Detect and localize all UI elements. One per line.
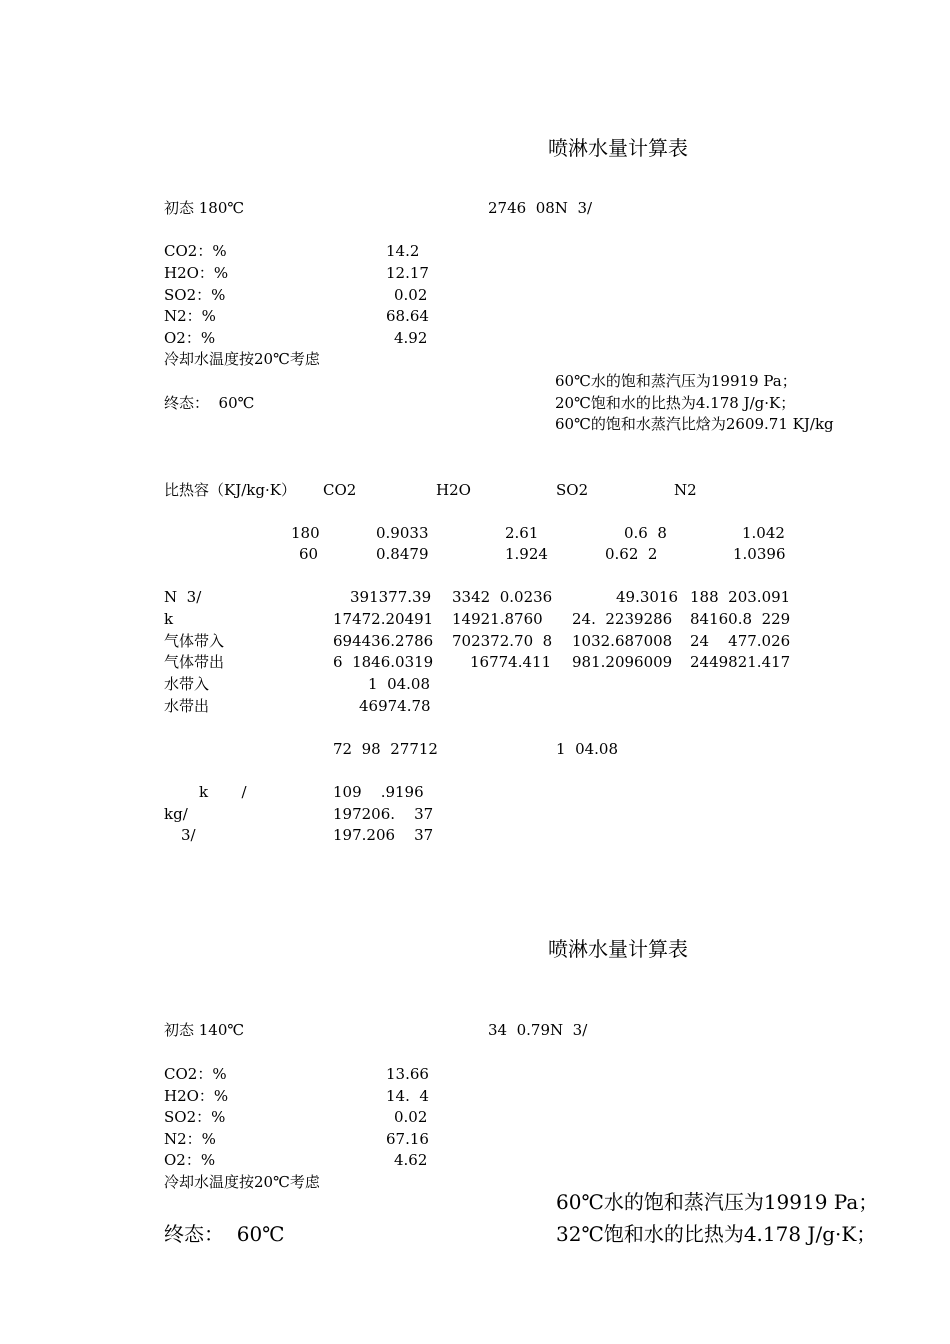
cp-col-header: N2 [674,481,697,499]
gas-value: 14. 4 [386,1087,429,1105]
result-label: k / [199,783,247,801]
gas-value: 68.64 [386,307,429,325]
note-line: 60℃水的饱和蒸汽压为19919 Pa； [556,1190,879,1214]
gas-value: 12.17 [386,264,429,282]
gas-label: CO2：% [164,242,227,260]
row-value: 702372.70 8 [452,632,553,650]
initial-flow-value: 2746 08N 3/ [488,199,593,217]
page-title: 喷淋水量计算表 [548,136,688,160]
result-value: 197206. 37 [333,805,434,823]
row-value: 981.2096009 [572,653,673,671]
row-label: 水带入 [164,675,210,693]
row-value: 6 1846.0319 [333,653,434,671]
gas-value: 4.92 [394,329,428,347]
cp-value: 1.924 [505,545,548,563]
page-title: 喷淋水量计算表 [548,937,688,961]
cp-value: 0.9033 [376,524,429,542]
cooling-note: 冷却水温度按20℃考虑 [164,1173,320,1191]
gas-value: 0.02 [394,1108,428,1126]
gas-label: O2：% [164,329,216,347]
gas-label: N2：% [164,307,216,325]
initial-state-label: 初态 180℃ [164,199,245,217]
note-line: 20℃饱和水的比热为4.178 J/g·K； [555,394,796,412]
final-state-label: 终态： 60℃ [164,394,255,412]
gas-value: 0.02 [394,286,428,304]
gas-label: N2：% [164,1130,216,1148]
row-label: 水带出 [164,697,210,715]
note-line: 60℃的饱和水蒸汽比焓为2609.71 KJ/kg [555,415,834,433]
cp-temp: 180 [291,524,320,542]
gas-value: 13.66 [386,1065,429,1083]
gas-label: H2O：% [164,264,229,282]
result-value: 109 .9196 [333,783,424,801]
cp-value: 2.61 [505,524,539,542]
row-value: 16774.411 [470,653,552,671]
row-value: 3342 0.0236 [452,588,553,606]
cp-header-label: 比热容（KJ/kg·K） [164,481,296,499]
row-label: N 3/ [164,588,202,606]
row-value: 17472.20491 [333,610,434,628]
row-value: 49.3016 [616,588,679,606]
gas-value: 4.62 [394,1151,428,1169]
gas-label: CO2：% [164,1065,227,1083]
cp-value: 1.042 [742,524,785,542]
row-label: k [164,610,174,628]
row-value: 24 477.026 [690,632,791,650]
final-state-label: 终态： 60℃ [164,1222,285,1246]
note-line: 32℃饱和水的比热为4.178 J/g·K； [556,1222,877,1246]
cp-value: 1.0396 [733,545,786,563]
note-line: 60℃水的饱和蒸汽压为19919 Pa； [555,372,797,390]
row-value: 14921.8760 [452,610,543,628]
result-value: 197.206 37 [333,826,434,844]
row-value: 1 04.08 [368,675,431,693]
cp-value: 0.6 8 [624,524,667,542]
initial-state-label: 初态 140℃ [164,1021,245,1039]
result-label: kg/ [164,805,188,823]
row-value: 84160.8 229 [690,610,791,628]
sum-value: 1 04.08 [556,740,619,758]
row-label: 气体带出 [164,653,225,671]
cp-value: 0.8479 [376,545,429,563]
cooling-note: 冷却水温度按20℃考虑 [164,350,320,368]
row-value: 1032.687008 [572,632,673,650]
row-value: 694436.2786 [333,632,434,650]
row-value: 46974.78 [359,697,431,715]
gas-label: H2O：% [164,1087,229,1105]
row-label: 气体带入 [164,632,225,650]
row-value: 24. 2239286 [572,610,673,628]
cp-temp: 60 [299,545,319,563]
cp-col-header: SO2 [556,481,589,499]
cp-col-header: H2O [436,481,471,499]
gas-label: SO2：% [164,1108,226,1126]
row-value: 2449821.417 [690,653,791,671]
cp-col-header: CO2 [323,481,357,499]
gas-label: O2：% [164,1151,216,1169]
gas-value: 14.2 [386,242,420,260]
row-value: 188 203.091 [690,588,791,606]
gas-label: SO2：% [164,286,226,304]
gas-value: 67.16 [386,1130,429,1148]
cp-value: 0.62 2 [605,545,658,563]
result-label: 3/ [181,826,196,844]
row-value: 391377.39 [350,588,432,606]
sum-value: 72 98 27712 [333,740,438,758]
initial-flow-value: 34 0.79N 3/ [488,1021,588,1039]
